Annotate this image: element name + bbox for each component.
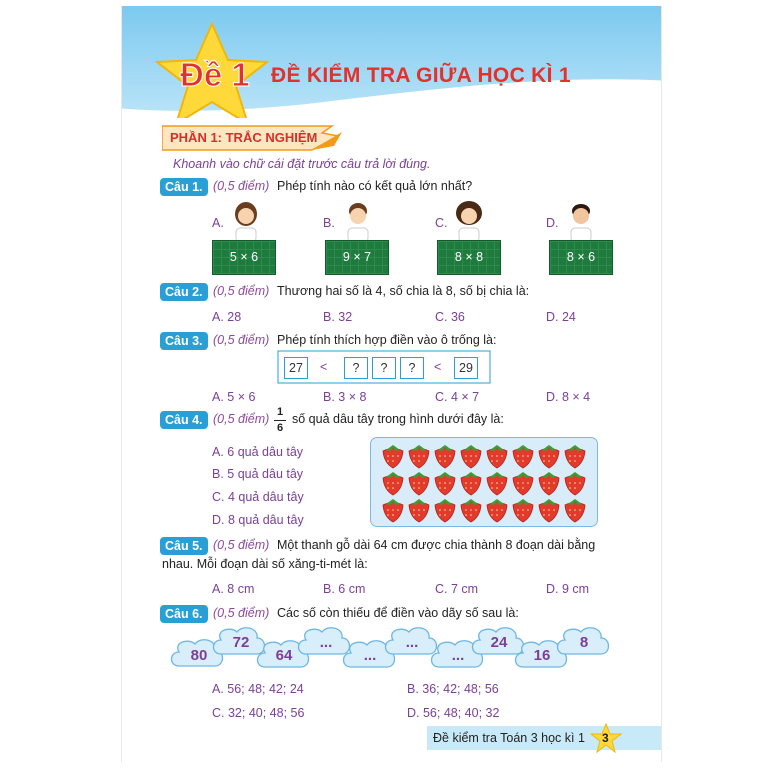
strawberry-icon (565, 499, 585, 522)
strawberry-icon (539, 472, 559, 495)
q6-points: (0,5 điểm) (213, 606, 270, 620)
boy-icon (340, 200, 376, 242)
q3-box-29: 29 (454, 357, 478, 379)
strawberry-icon (435, 445, 455, 468)
q6-option-d[interactable]: D. 56; 48; 40; 32 (407, 706, 500, 720)
q3-option-c[interactable]: C. 4 × 7 (435, 390, 480, 404)
q1-board-a: 5 × 6 (212, 240, 276, 275)
q3-box-27: 27 (284, 357, 308, 379)
strawberry-icon (383, 499, 403, 522)
q1-board-c: 8 × 8 (437, 240, 501, 275)
q3-text: Phép tính thích hợp điền vào ô trống là: (277, 333, 497, 347)
cloud-blank: ... (363, 647, 377, 664)
strawberry-icon (513, 472, 533, 495)
q3-blank-box[interactable]: ? (372, 357, 396, 379)
q6-badge: Câu 6. (160, 605, 208, 623)
strawberry-icon (487, 499, 507, 522)
strawberry-icon (565, 445, 585, 468)
girl-icon (228, 200, 264, 242)
strawberry-icon (539, 499, 559, 522)
q3-option-b[interactable]: B. 3 × 8 (323, 390, 367, 404)
q6-text: Các số còn thiếu để điền vào dãy số sau là: (277, 606, 519, 620)
q4-option-b[interactable]: B. 5 quả dâu tây (212, 467, 304, 481)
strawberry-icon (461, 499, 481, 522)
q6-option-a[interactable]: A. 56; 48; 42; 24 (212, 682, 304, 696)
strawberry-icon (565, 472, 585, 495)
q4-option-a[interactable]: A. 6 quả dâu tây (212, 445, 304, 459)
q1-points: (0,5 điểm) (213, 179, 270, 193)
strawberry-icon (461, 445, 481, 468)
strawberry-grid (370, 437, 598, 527)
q3-points: (0,5 điểm) (213, 333, 270, 347)
cloud-blank: ... (405, 634, 419, 651)
q4-text: số quả dâu tây trong hình dưới đây là: (292, 412, 504, 426)
q1-option-a-label[interactable]: A. (212, 216, 224, 230)
page-number: 3 (602, 731, 609, 745)
q5-option-b[interactable]: B. 6 cm (323, 582, 366, 596)
cloud-number: 24 (490, 634, 508, 651)
q3-badge: Câu 3. (160, 332, 208, 350)
q1-board-b: 9 × 7 (325, 240, 389, 275)
q5-points: (0,5 điểm) (213, 538, 270, 552)
strawberry-icon (383, 445, 403, 468)
q3-option-d[interactable]: D. 8 × 4 (546, 390, 591, 404)
q1-board-d: 8 × 6 (549, 240, 613, 275)
q1-option-b-label[interactable]: B. (323, 216, 335, 230)
q3-blank-box[interactable]: ? (344, 357, 368, 379)
q5-text-line1: Một thanh gỗ dài 64 cm được chia thành 8 đoạn dài bằng (277, 538, 596, 552)
q2-points: (0,5 điểm) (213, 284, 270, 298)
page-title: ĐỀ KIỂM TRA GIỮA HỌC KÌ 1 (271, 64, 571, 87)
q4-option-d[interactable]: D. 8 quả dâu tây (212, 513, 304, 527)
section-label: PHẦN 1: TRẮC NGHIỆM (170, 130, 318, 145)
strawberry-icon (513, 499, 533, 522)
q5-option-c[interactable]: C. 7 cm (435, 582, 479, 596)
strawberry-icon (383, 472, 403, 495)
cloud-blank: ... (319, 634, 333, 651)
worksheet-page (121, 6, 662, 762)
strawberry-icon (487, 472, 507, 495)
cloud-number: 64 (275, 647, 293, 664)
q5-text-line2: nhau. Mỗi đoạn dài số xăng-ti-mét là: (162, 557, 368, 571)
strawberry-icon (513, 445, 533, 468)
q3-blank-box[interactable]: ? (400, 357, 424, 379)
q2-badge: Câu 2. (160, 283, 208, 301)
q4-points: (0,5 điểm) (213, 412, 270, 426)
fraction-bar (274, 420, 286, 421)
q5-badge: Câu 5. (160, 537, 208, 555)
q5-option-d[interactable]: D. 9 cm (546, 582, 590, 596)
q4-fraction-denominator: 6 (276, 422, 284, 434)
q6-option-c[interactable]: C. 32; 40; 48; 56 (212, 706, 305, 720)
cloud-blank: ... (451, 647, 465, 664)
strawberry-icon (409, 499, 429, 522)
strawberry-icon (435, 499, 455, 522)
boy-icon (563, 200, 599, 242)
strawberry-icon (409, 445, 429, 468)
cloud-number: 72 (232, 634, 250, 651)
footer-text: Đề kiểm tra Toán 3 học kì 1 (433, 731, 585, 745)
cloud-number: 8 (579, 634, 589, 651)
girl-icon (451, 198, 487, 242)
q1-text: Phép tính nào có kết quả lớn nhất? (277, 179, 473, 193)
q2-option-c[interactable]: C. 36 (435, 310, 465, 324)
strawberry-icon (461, 472, 481, 495)
strawberry-icon (487, 445, 507, 468)
q3-less-than: < (434, 360, 442, 374)
q5-option-a[interactable]: A. 8 cm (212, 582, 255, 596)
strawberry-icon (409, 472, 429, 495)
q2-option-a[interactable]: A. 28 (212, 310, 242, 324)
q6-option-b[interactable]: B. 36; 42; 48; 56 (407, 682, 499, 696)
strawberry-icon (435, 472, 455, 495)
q2-option-d[interactable]: D. 24 (546, 310, 576, 324)
q4-badge: Câu 4. (160, 411, 208, 429)
q4-option-c[interactable]: C. 4 quả dâu tây (212, 490, 304, 504)
q3-less-than: < (320, 360, 328, 374)
q3-option-a[interactable]: A. 5 × 6 (212, 390, 256, 404)
q2-option-b[interactable]: B. 32 (323, 310, 353, 324)
cloud-number: 80 (190, 647, 208, 664)
instruction: Khoanh vào chữ cái đặt trước câu trả lời đúng. (173, 157, 431, 171)
q2-text: Thương hai số là 4, số chia là 8, số bị chia là: (277, 284, 530, 298)
q1-badge: Câu 1. (160, 178, 208, 196)
q1-option-c-label[interactable]: C. (435, 216, 448, 230)
strawberry-icon (539, 445, 559, 468)
q4-fraction-numerator: 1 (276, 406, 284, 418)
q1-option-d-label[interactable]: D. (546, 216, 559, 230)
exam-number: Đề 1 (180, 56, 250, 93)
cloud-number: 16 (533, 647, 551, 664)
